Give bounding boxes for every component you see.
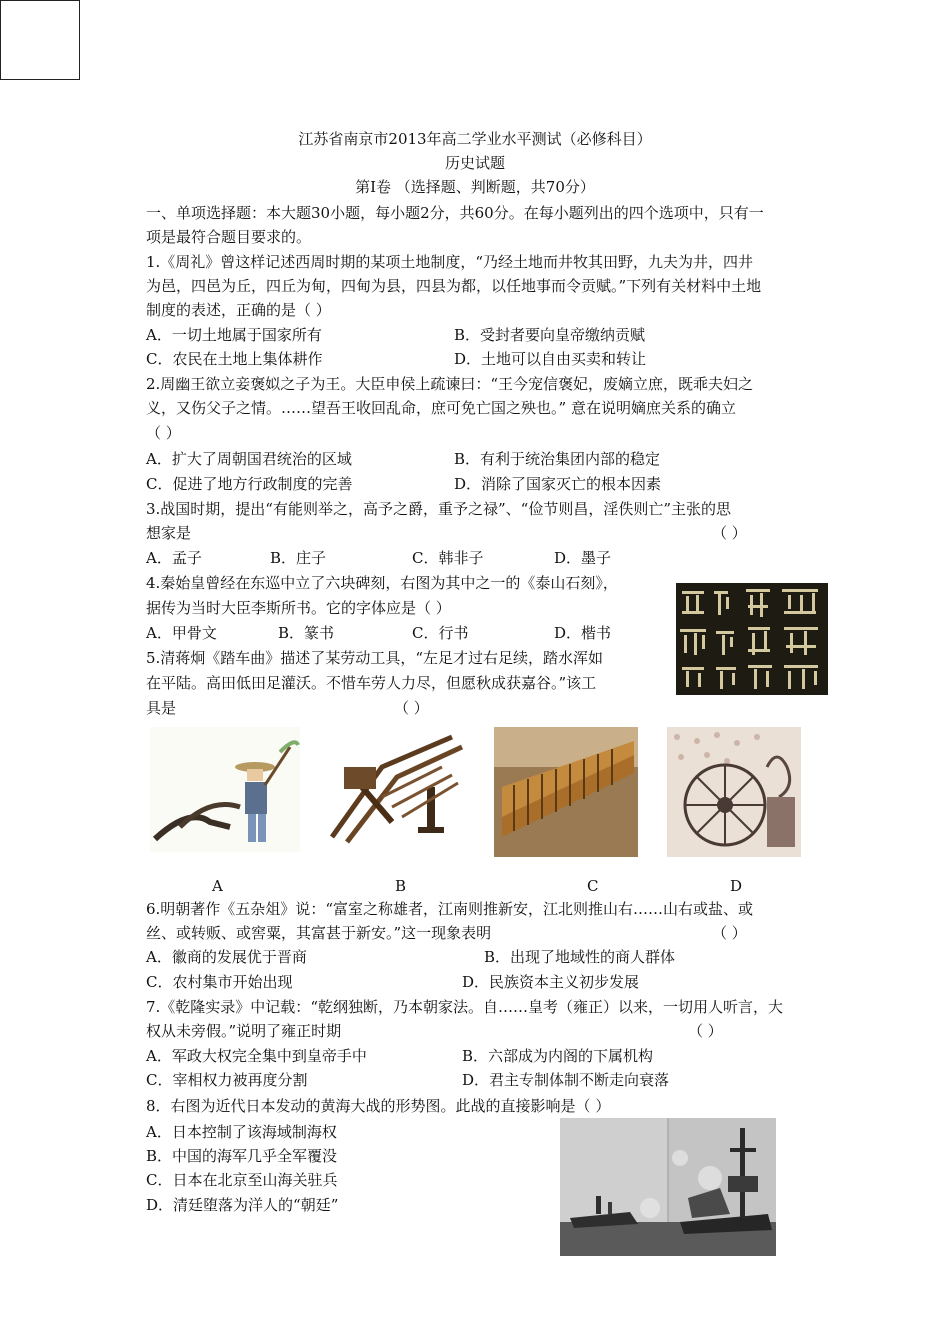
- intro-line-1: 一、单项选择题：本大题30小题，每小题2分，共60分。在每小题列出的四个选项中，只有一: [146, 204, 764, 222]
- q1-option-a: A．一切土地属于国家所有: [146, 326, 322, 344]
- q4-option-a: A．甲骨文: [146, 624, 217, 642]
- q6-option-c: C．农村集市开始出现: [146, 973, 293, 991]
- q5-option-c-image: [494, 727, 638, 857]
- q3-stem-2: 想家是: [146, 524, 192, 542]
- q3-answer-paren: （ ）: [712, 524, 747, 542]
- q6-option-b: B．出现了地域性的商人群体: [484, 948, 676, 966]
- q7-option-b: B．六部成为内阁的下属机构: [462, 1047, 654, 1065]
- q5-answer-paren: （ ）: [394, 699, 429, 717]
- q6-option-a: A．徽商的发展优于晋商: [146, 948, 307, 966]
- q7-option-a: A．军政大权完全集中到皇帝手中: [146, 1047, 367, 1065]
- exam-subtitle: 历史试题: [444, 154, 505, 172]
- q5-label-a: A: [212, 877, 223, 895]
- q5-stem-2: 在平陆。高田低田足灌沃。不惜车劳人力尽，但愿秋成获嘉谷。”该工: [146, 674, 597, 692]
- q7-stem-1: 7.《乾隆实录》中记载：“乾纲独断，乃本朝家法。自……皇考（雍正）以来，一切用人听言，大: [146, 998, 783, 1016]
- q4-stem-1: 4.秦始皇曾经在东巡中立了六块碑刻，右图为其中之一的《泰山石刻》，: [146, 574, 618, 592]
- q8-option-a: A．日本控制了该海域制海权: [146, 1123, 337, 1141]
- q2-option-a: A．扩大了周朝国君统治的区域: [146, 450, 352, 468]
- q4-stem-2: 据传为当时大臣李斯所书。它的字体应是（ ）: [146, 599, 451, 617]
- corner-box: [0, 0, 80, 80]
- q8-option-d: D．清廷堕落为洋人的“朝廷”: [146, 1196, 339, 1214]
- q2-stem-3: （ ）: [146, 424, 181, 442]
- q4-option-c: C．行书: [412, 624, 469, 642]
- q7-stem-2: 权从未旁假。”说明了雍正时期: [146, 1022, 342, 1040]
- q1-option-b: B．受封者要向皇帝缴纳贡赋: [454, 326, 646, 344]
- q3-option-b: B．庄子: [270, 549, 327, 567]
- q8-stem-1: 8．右图为近代日本发动的黄海大战的形势图。此战的直接影响是（ ）: [146, 1097, 611, 1115]
- q5-label-b: B: [395, 877, 407, 895]
- q7-option-d: D．君主专制体制不断走向衰落: [462, 1071, 670, 1089]
- q1-stem-3: 制度的表述，正确的是（ ）: [146, 301, 331, 319]
- q2-stem-1: 2.周幽王欲立妾褒姒之子为王。大臣申侯上疏谏曰：“王今宠信褒妃，废嫡立庶，既乖夫妇之: [146, 375, 753, 393]
- q1-option-c: C．农民在土地上集体耕作: [146, 350, 323, 368]
- q5-label-c: C: [587, 877, 599, 895]
- intro-line-2: 项是最符合题目要求的。: [146, 228, 312, 246]
- q6-stem-1: 6.明朝著作《五杂俎》说：“富室之称雄者，江南则推新安，江北则推山右……山右或盐、或: [146, 900, 753, 918]
- q5-option-d-image: [667, 727, 801, 857]
- q1-option-d: D．土地可以自由买卖和转让: [454, 350, 647, 368]
- q5-label-d: D: [730, 877, 743, 895]
- q2-option-d: D．消除了国家灭亡的根本因素: [454, 475, 662, 493]
- q7-option-c: C．宰相权力被再度分割: [146, 1071, 308, 1089]
- exam-title: 江苏省南京市2013年高二学业水平测试（必修科目）: [298, 130, 652, 148]
- taishan-inscription-image: [676, 583, 828, 695]
- q3-option-d: D．墨子: [554, 549, 612, 567]
- q1-stem-1: 1.《周礼》曾这样记述西周时期的某项土地制度，“乃经土地而井牧其田野，九夫为井，四井: [146, 253, 753, 271]
- q4-option-b: B．篆书: [278, 624, 335, 642]
- q5-stem-1: 5.清蒋炯《踏车曲》描述了某劳动工具，“左足才过右足续，踏水浑如: [146, 649, 603, 667]
- naval-battle-image: [560, 1118, 776, 1256]
- q8-option-b: B．中国的海军几乎全军覆没: [146, 1147, 338, 1165]
- q6-stem-2: 丝、或转贩、或窖粟，其富甚于新安。”这一现象表明: [146, 924, 492, 942]
- q2-stem-2: 义，又伤父子之情。……望吾王收回乱命，庶可免亡国之殃也。” 意在说明嫡庶关系的确立: [146, 399, 736, 417]
- q2-option-c: C．促进了地方行政制度的完善: [146, 475, 353, 493]
- q1-stem-2: 为邑，四邑为丘，四丘为甸，四甸为县，四县为都，以任地事而令贡赋。”下列有关材料中土地: [146, 277, 762, 295]
- q6-answer-paren: （ ）: [712, 924, 747, 942]
- q3-option-a: A．孟子: [146, 549, 202, 567]
- q3-option-c: C．韩非子: [412, 549, 484, 567]
- q8-option-c: C．日本在北京至山海关驻兵: [146, 1171, 338, 1189]
- q7-answer-paren: （ ）: [688, 1022, 723, 1040]
- q4-option-d: D．楷书: [554, 624, 612, 642]
- q2-option-b: B．有利于统治集团内部的稳定: [454, 450, 661, 468]
- q5-option-b-image: [322, 727, 472, 852]
- q5-stem-3: 具是: [146, 699, 177, 717]
- q6-option-d: D．民族资本主义初步发展: [462, 973, 640, 991]
- section-heading: 第Ⅰ卷 （选择题、判断题，共70分）: [355, 178, 595, 196]
- q3-stem-1: 3.战国时期，提出“有能则举之，高予之爵，重予之禄”、“俭节则昌，淫佚则亡”主张的思: [146, 500, 731, 518]
- q5-option-a-image: [150, 727, 300, 852]
